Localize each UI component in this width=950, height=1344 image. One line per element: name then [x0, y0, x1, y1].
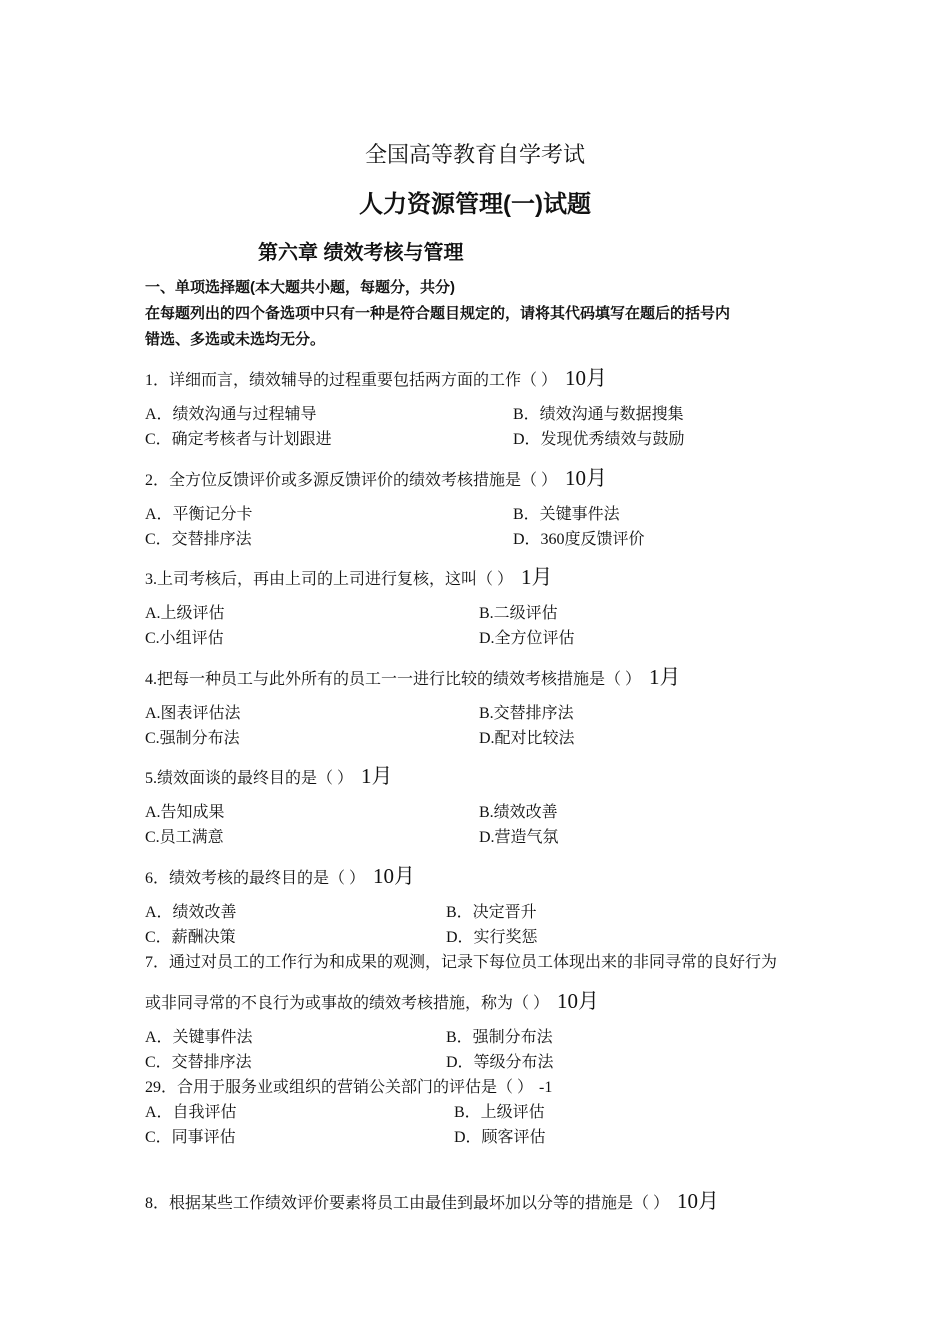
- question-text: 2．全方位反馈评价或多源反馈评价的绩效考核措施是（ ）: [145, 472, 558, 489]
- option-b: B．关键事件法: [513, 506, 620, 523]
- question-text: 6．绩效考核的最终目的是（ ）: [145, 870, 366, 887]
- question-text: 或非同寻常的不良行为或事故的绩效考核措施，称为（ ）: [145, 995, 550, 1012]
- option-d: D.营造气氛: [479, 829, 559, 846]
- option-b: B.二级评估: [479, 605, 558, 622]
- section-instruction: 在每题列出的四个备选项中只有一种是符合题目规定的，请将其代码填写在题后的括号内: [145, 305, 731, 322]
- section-instruction: 错选、多选或未选均无分。: [145, 331, 326, 348]
- option-b: B．强制分布法: [446, 1029, 553, 1046]
- question-text: 29．合用于服务业或组织的营销公关部门的评估是（ ）: [145, 1079, 534, 1096]
- question-stem: [145, 1185, 719, 1215]
- question-text: 3.上司考核后，再由上司的上司进行复核，这叫（ ）: [145, 571, 514, 588]
- option-b: B.交替排序法: [479, 705, 574, 722]
- option-a: A．关键事件法: [145, 1029, 253, 1046]
- option-c: C．交替排序法: [145, 531, 252, 548]
- option-a: A．自我评估: [145, 1104, 237, 1121]
- question-stem: [145, 760, 393, 790]
- option-d: D．360度反馈评价: [513, 531, 645, 548]
- option-c: C.小组评估: [145, 630, 224, 647]
- option-d: D．实行奖惩: [446, 929, 538, 946]
- option-b: B．绩效沟通与数据搜集: [513, 406, 684, 423]
- option-c: C．交替排序法: [145, 1054, 252, 1071]
- option-c: C．确定考核者与计划跟进: [145, 431, 332, 448]
- section-heading: 一、单项选择题(本大题共小题，每题分，共分): [145, 279, 455, 296]
- option-d: D．发现优秀绩效与鼓励: [513, 431, 685, 448]
- option-c: C.强制分布法: [145, 730, 240, 747]
- question-text: 1．详细而言，绩效辅导的过程重要包括两方面的工作（ ）: [145, 372, 558, 389]
- option-a: A．平衡记分卡: [145, 506, 253, 523]
- option-c: C．同事评估: [145, 1129, 236, 1146]
- question-tag: 10月: [677, 1189, 720, 1213]
- option-a: A.图表评估法: [145, 705, 241, 722]
- option-b: B．决定晋升: [446, 904, 537, 921]
- question-stem: [145, 661, 681, 691]
- question-stem: [145, 860, 415, 890]
- question-tag: 1月: [649, 665, 681, 689]
- question-stem: [145, 362, 607, 392]
- option-c: C.员工满意: [145, 829, 224, 846]
- option-d: D．顾客评估: [454, 1129, 546, 1146]
- question-stem: [145, 1074, 552, 1097]
- question-text: 8．根据某些工作绩效评价要素将员工由最佳到最坏加以分等的措施是（ ）: [145, 1195, 670, 1212]
- question-stem-continued: [145, 985, 599, 1015]
- option-a: A．绩效改善: [145, 904, 237, 921]
- option-d: D．等级分布法: [446, 1054, 554, 1071]
- question-stem: 7．通过对员工的工作行为和成果的观测，记录下每位员工体现出来的非同寻常的良好行为: [145, 954, 778, 971]
- question-tag: 1月: [521, 565, 553, 589]
- exam-title: 全国高等教育自学考试: [364, 142, 585, 167]
- question-tag: 10月: [565, 466, 608, 490]
- option-a: A．绩效沟通与过程辅导: [145, 406, 317, 423]
- question-tag: 10月: [565, 366, 608, 390]
- option-d: D.全方位评估: [479, 630, 575, 647]
- question-tag: 10月: [557, 989, 600, 1013]
- option-b: B．上级评估: [454, 1104, 545, 1121]
- option-a: A.告知成果: [145, 804, 225, 821]
- question-stem: [145, 561, 553, 591]
- question-tag: 10月: [373, 864, 416, 888]
- option-c: C．薪酬决策: [145, 929, 236, 946]
- option-b: B.绩效改善: [479, 804, 558, 821]
- option-d: D.配对比较法: [479, 730, 575, 747]
- question-tag: 1月: [361, 764, 393, 788]
- question-stem: [145, 462, 607, 492]
- paper-title: 人力资源管理(一)试题: [359, 191, 591, 218]
- question-text: 4.把每一种员工与此外所有的员工一一进行比较的绩效考核措施是（ ）: [145, 671, 642, 688]
- question-text: 5.绩效面谈的最终目的是（ ）: [145, 770, 354, 787]
- question-tag: -1: [539, 1079, 553, 1096]
- option-a: A.上级评估: [145, 605, 225, 622]
- chapter-title: 第六章 绩效考核与管理: [258, 242, 464, 264]
